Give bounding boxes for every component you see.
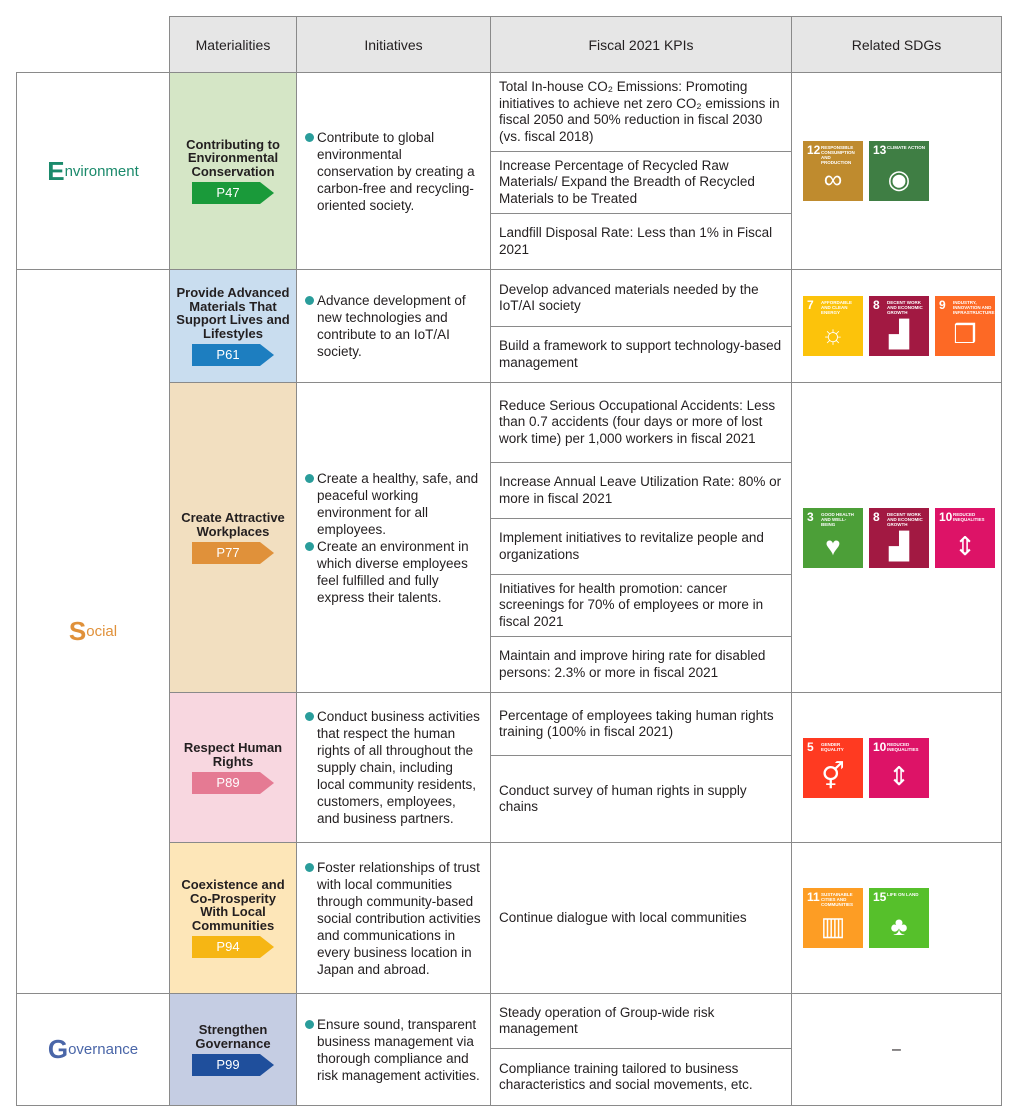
initiative-item: Foster relationships of trust with local communities through community-based social contribution activities and communications in every business location in Japan and abroad. [305,859,482,978]
growth-chart-icon: ▟ [889,530,909,561]
kpi-text: Percentage of employees taking human rights training (100% in fiscal 2021) [499,707,774,739]
initiatives-cell [296,382,491,693]
page-link-arrow[interactable] [192,1054,274,1076]
materiality-cell [169,72,297,270]
kpi-cell [490,269,792,327]
initiatives-cell [296,842,491,994]
category-social [16,269,170,994]
sdg-cell [791,382,1002,693]
sdg-title: GOOD HEALTH AND WELL-BEING [821,511,854,527]
page-reference: P89 [216,775,240,790]
kpi-cell [490,574,792,637]
header-sdgs: Related SDGs [791,16,1002,73]
sdg-goal-8-tile [869,296,929,356]
sdg-goal-11-tile [803,888,863,948]
kpi-text: Implement initiatives to revitalize people and organizations [499,530,764,562]
page-reference: P77 [216,545,240,560]
sdg-tiles [792,296,1001,356]
initiative-item: Ensure sound, transparent business management via thorough compliance and risk management activities. [305,1016,482,1084]
sdg-number: 9 [939,298,946,312]
sdg-goal-9-tile [935,296,995,356]
kpi-text: Reduce Serious Occupational Accidents: Less than 0.7 accidents (four days or more of lost work time) per 1,000 workers in fiscal 2021 [499,397,776,446]
page-reference: P61 [216,347,240,362]
page-link-arrow[interactable] [192,344,274,366]
city-icon: ▥ [820,911,846,941]
sdg-number: 11 [807,890,820,904]
kpi-text: Develop advanced materials needed by the IoT/AI society [499,281,759,313]
sdg-tiles [792,888,935,948]
materiality-cell [169,993,297,1106]
initiatives-cell [296,993,491,1106]
page-reference: P99 [216,1057,240,1072]
category-label: overnance [68,1041,139,1058]
sdg-goal-13-tile [869,141,929,201]
materiality-cell [169,842,297,994]
kpi-text: Continue dialogue with local communities [499,909,747,925]
materiality-name: Contributing to Environmental Conservation [186,136,280,179]
kpi-text: Total In-house CO₂ Emissions: Promoting initiatives to achieve net zero CO₂ emissions in fiscal 2050 and 50% reduction in fiscal 2030 (vs. fiscal 2018) [499,79,780,144]
category-governance [16,993,170,1106]
sdg-number: 10 [939,509,953,524]
sdg-number: 8 [873,509,880,524]
initiative-item: Create a healthy, safe, and peaceful working environment for all employees. [305,470,482,538]
kpi-cell [490,213,792,270]
kpi-cell [490,636,792,693]
sdg-title: LIFE ON LAND [887,892,919,897]
kpi-text: Initiatives for health promotion: cancer screenings for 70% of employees or more in fiscal 2021 [499,580,764,629]
kpi-text: Compliance training tailored to business characteristics and social movements, etc. [499,1060,753,1092]
category-initial: E [47,155,65,186]
initiative-item: Create an environment in which diverse employees feel fulfilled and fully express their talents. [305,538,482,606]
page-link-arrow[interactable] [192,182,274,204]
sdg-number: 7 [807,298,814,312]
sdg-number: 12 [807,143,821,157]
kpi-cell [490,993,792,1049]
kpi-cell [490,1048,792,1106]
sdg-number: 5 [807,739,814,754]
sdg-title: GENDER EQUALITY [821,741,844,752]
kpi-cell [490,151,792,214]
sdg-title: DECENT WORK AND ECONOMIC GROWTH [887,300,923,315]
category-initial: S [68,616,87,646]
sdg-title: INDUSTRY, INNOVATION AND INFRASTRUCTURE [953,300,995,315]
sdg-tiles [792,508,1001,568]
sdg-cell [791,692,1002,843]
initiatives-cell [296,269,491,383]
sdg-goal-7-tile [803,296,863,356]
materiality-name: Strengthen Governance [195,1022,271,1051]
sdg-number: 8 [873,298,880,312]
sdg-tiles [792,738,935,798]
sdg-goal-3-tile [803,508,863,568]
sdg-goal-10-tile [869,738,929,798]
sdg-number: 10 [873,739,887,754]
sdg-cell [791,842,1002,994]
sdg-title: DECENT WORK AND ECONOMIC GROWTH [887,511,923,527]
sdg-number: 3 [807,509,814,524]
page-reference: P47 [216,185,240,201]
materiality-name: Coexistence and Co-Prosperity With Local Communities [181,877,285,933]
kpi-cell [490,692,792,756]
materiality-cell [169,692,297,843]
globe-eye-icon: ◉ [887,164,911,194]
kpi-text: Increase Percentage of Recycled Raw Materials/ Expand the Breadth of Recycled Materials to be Treated [499,157,755,206]
sdg-goal-5-tile [803,738,863,798]
page-link-arrow[interactable] [192,936,274,958]
tree-icon: ♣ [890,911,908,941]
sdg-cell [791,269,1002,383]
sdg-title: REDUCED INEQUALITIES [953,511,985,522]
sdg-title: CLIMATE ACTION [887,145,925,150]
sdg-cell [791,993,1002,1106]
sdg-goal-8-tile [869,508,929,568]
kpi-cell [490,382,792,463]
sdg-title: REDUCED INEQUALITIES [887,741,919,752]
category-initial: G [47,1034,69,1064]
category-label: nvironment [64,162,139,180]
materiality-cell [169,382,297,693]
growth-chart-icon: ▟ [889,319,909,349]
kpi-cell [490,842,792,994]
page-link-arrow[interactable] [192,542,274,564]
cubes-icon: ❒ [953,319,977,349]
header-initiatives: Initiatives [296,16,491,73]
materiality-cell [169,269,297,383]
gender-icon: ⚥ [821,760,845,791]
heartbeat-icon: ♥ [825,530,841,561]
sun-icon: ☼ [821,319,845,349]
sdg-tiles [792,141,935,201]
infinity-icon: ∞ [823,164,843,194]
kpi-text: Increase Annual Leave Utilization Rate: 80% or more in fiscal 2021 [499,474,782,506]
equality-icon: ⇕ [888,760,910,791]
sdg-goal-12-tile [803,141,863,201]
header-kpis: Fiscal 2021 KPIs [490,16,792,73]
kpi-text: Conduct survey of human rights in supply chains [499,782,747,814]
initiative-item: Conduct business activities that respect the human rights of all throughout the supply chain, including local community residents, customers, employees, and business partners. [305,708,482,827]
page-reference: P94 [216,939,240,954]
sdg-goal-10-tile [935,508,995,568]
sdg-number: 15 [873,890,887,904]
sdg-cell [791,72,1002,270]
sdg-title: SUSTAINABLE CITIES AND COMMUNITIES [821,892,853,907]
kpi-cell [490,72,792,152]
page-link-arrow[interactable] [192,772,274,794]
sdg-number: 13 [873,143,887,157]
kpi-text: Steady operation of Group-wide risk management [499,1004,715,1036]
category-environment [16,72,170,270]
sdg-title: RESPONSIBLE CONSUMPTION AND PRODUCTION [821,145,855,165]
kpi-text: Landfill Disposal Rate: Less than 1% in Fiscal 2021 [499,225,773,257]
category-label: ocial [86,623,118,640]
kpi-cell [490,326,792,383]
kpi-cell [490,462,792,519]
header-materialities: Materialities [169,16,297,73]
initiatives-cell [296,692,491,843]
kpi-text: Build a framework to support technology-based management [499,338,782,370]
initiative-item: Advance development of new technologies and contribute to an IoT/AI society. [305,292,482,360]
kpi-text: Maintain and improve hiring rate for disabled persons: 2.3% or more in fiscal 2021 [499,648,766,680]
initiative-item: Contribute to global environmental conservation by creating a carbon-free and recycling-oriented society. [305,129,482,214]
initiatives-cell [296,72,491,270]
sdg-none: – [892,1040,901,1058]
materiality-name: Provide Advanced Materials That Support Lives and Lifestyles [176,285,290,341]
sdg-goal-15-tile [869,888,929,948]
kpi-cell [490,755,792,843]
sdg-title: AFFORDABLE AND CLEAN ENERGY [821,300,852,315]
kpi-cell [490,518,792,575]
materiality-name: Create Attractive Workplaces [181,510,285,539]
materiality-name: Respect Human Rights [183,740,283,769]
equality-icon: ⇕ [954,530,976,561]
